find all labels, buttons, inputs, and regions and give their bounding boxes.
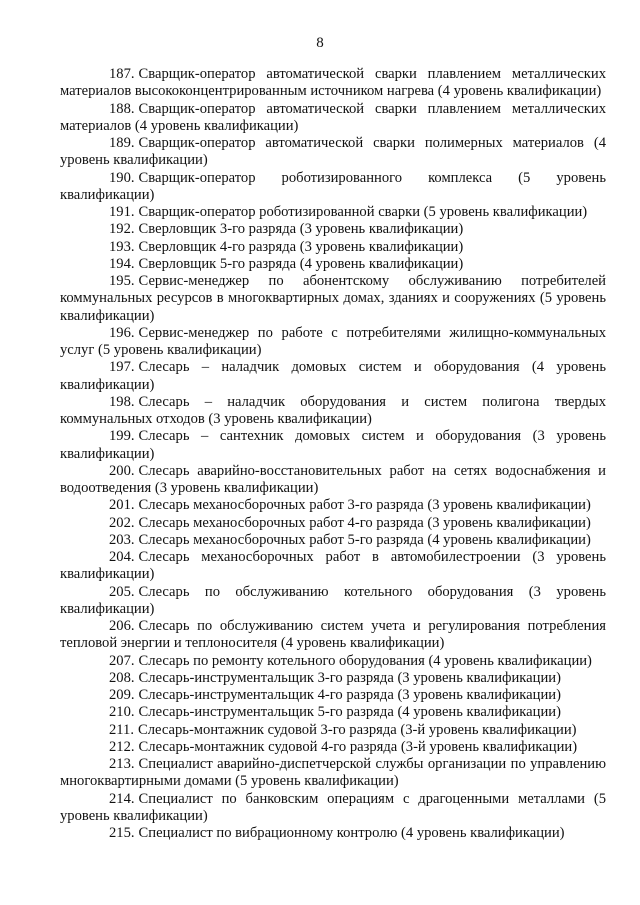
item-text: Слесарь механосборочных работ 3-го разряда (3 уровень квалификации) (138, 497, 591, 514)
list-item (60, 687, 606, 704)
item-text: Слесарь механосборочных работ 5-го разряда (4 уровень квалификации) (138, 531, 591, 548)
list-item (60, 256, 606, 273)
item-text: Сверловщик 3-го разряда (3 уровень квалификации) (138, 221, 464, 238)
item-number: 204. (109, 549, 135, 565)
list-item (60, 239, 606, 256)
list-item (60, 791, 606, 826)
item-number: 202. (109, 514, 135, 531)
list-item (60, 463, 606, 498)
item-number: 187. (109, 66, 135, 82)
item-number: 189. (109, 135, 135, 151)
item-text: Сварщик-оператор роботизированной сварки (5 уровень квалификации) (138, 204, 588, 220)
item-text: Специалист по вибрационному контролю (4 уровень квалификации) (138, 825, 565, 841)
item-text: Слесарь-монтажник судовой 4-го разряда (3-й уровень квалификации) (138, 738, 578, 755)
list-item (60, 704, 606, 721)
item-text: Слесарь – наладчик оборудования и систем полигона твердых коммунальных отходов (3 уровень квалификации) (60, 393, 606, 427)
list-item (60, 532, 606, 549)
item-text: Слесарь-инструментальщик 5-го разряда (4 уровень квалификации) (138, 704, 561, 721)
item-number: 193. (109, 238, 135, 255)
item-number: 195. (109, 273, 135, 289)
list-item (60, 756, 606, 791)
item-number: 215. (109, 825, 135, 841)
item-number: 201. (109, 497, 135, 514)
list-item (60, 653, 606, 670)
list-item (60, 325, 606, 360)
list-item (60, 135, 606, 170)
list-item (60, 273, 606, 325)
item-number: 188. (109, 100, 135, 117)
item-number: 190. (109, 169, 135, 186)
item-number: 199. (109, 428, 135, 445)
page-number: 8 (316, 35, 324, 51)
item-text: Слесарь по обслуживанию котельного оборудования (3 уровень квалификации) (60, 583, 606, 617)
item-number: 213. (109, 756, 135, 772)
list-item (60, 722, 606, 739)
item-text: Сварщик-оператор роботизированного комплекса (5 уровень квалификации) (60, 169, 606, 203)
item-text: Слесарь – наладчик домовых систем и оборудования (4 уровень квалификации) (60, 359, 606, 393)
list-item (60, 618, 606, 653)
item-number: 198. (109, 393, 135, 410)
item-number: 206. (109, 618, 135, 634)
item-number: 200. (109, 462, 135, 479)
list-item (60, 670, 606, 687)
item-number: 211. (109, 721, 134, 738)
list-item (60, 584, 606, 619)
item-text: Слесарь-монтажник судовой 3-го разряда (3-й уровень квалификации) (138, 721, 577, 738)
list-item (60, 825, 606, 842)
list-item (60, 101, 606, 136)
list-item (60, 359, 606, 394)
list-item (60, 221, 606, 238)
item-text: Слесарь механосборочных работ 4-го разряда (3 уровень квалификации) (138, 514, 591, 531)
list-item (60, 66, 606, 101)
list-item (60, 497, 606, 514)
item-text: Слесарь по обслуживанию систем учета и регулирования потребления тепловой энергии и теплоносителя (4 уровень квалификации) (60, 618, 606, 652)
item-text: Сервис-менеджер по работе с потребителями жилищно-коммунальных услуг (5 уровень квалификации) (60, 324, 606, 358)
item-number: 192. (109, 221, 135, 238)
item-number: 214. (109, 790, 135, 807)
item-text: Слесарь – сантехник домовых систем и оборудования (3 уровень квалификации) (60, 428, 606, 462)
list-item (60, 204, 606, 221)
item-number: 207. (109, 652, 135, 669)
item-text: Слесарь механосборочных работ в автомобилестроении (3 уровень квалификации) (60, 549, 606, 583)
list-item (60, 515, 606, 532)
item-number: 197. (109, 359, 135, 376)
item-number: 196. (109, 324, 135, 341)
item-number: 208. (109, 669, 135, 686)
item-number: 212. (109, 738, 135, 755)
item-text: Сверловщик 5-го разряда (4 уровень квалификации) (138, 255, 464, 272)
list-item (60, 428, 606, 463)
list-item (60, 549, 606, 584)
item-text: Сварщик-оператор автоматической сварки плавлением металлических материалов (4 уровень квалификации) (60, 100, 606, 134)
list-item (60, 394, 606, 429)
item-text: Специалист по банковским операциям с драгоценными металлами (5 уровень квалификации) (60, 790, 606, 824)
list-item (60, 170, 606, 205)
item-text: Слесарь-инструментальщик 4-го разряда (3 уровень квалификации) (138, 687, 561, 703)
list-item (60, 739, 606, 756)
item-number: 203. (109, 531, 135, 548)
item-text: Сверловщик 4-го разряда (3 уровень квалификации) (138, 238, 464, 255)
item-number: 210. (109, 704, 135, 721)
item-text: Сварщик-оператор автоматической сварки полимерных материалов (4 уровень квалификации) (60, 135, 606, 169)
item-number: 191. (109, 204, 135, 220)
item-text: Слесарь по ремонту котельного оборудования (4 уровень квалификации) (138, 652, 592, 669)
qualification-list (60, 66, 606, 842)
item-text: Слесарь аварийно-восстановительных работ на сетях водоснабжения и водоотведения (3 уровень квалификации) (60, 462, 606, 496)
item-text: Слесарь-инструментальщик 3-го разряда (3 уровень квалификации) (138, 669, 561, 686)
item-number: 194. (109, 255, 135, 272)
item-number: 205. (109, 583, 135, 600)
item-number: 209. (109, 687, 135, 703)
item-text: Специалист аварийно-диспетчерской службы организации по управлению многоквартирными домами (5 уровень квалификации) (60, 756, 606, 790)
item-text: Сервис-менеджер по абонентскому обслуживанию потребителей коммунальных ресурсов в многоквартирных домах, зданиях и сооружениях (5 уровень квалификации) (60, 273, 606, 324)
item-text: Сварщик-оператор автоматической сварки плавлением металлических материалов высококонцентрированным источником нагрева (4 уровень квалификации) (60, 66, 606, 100)
